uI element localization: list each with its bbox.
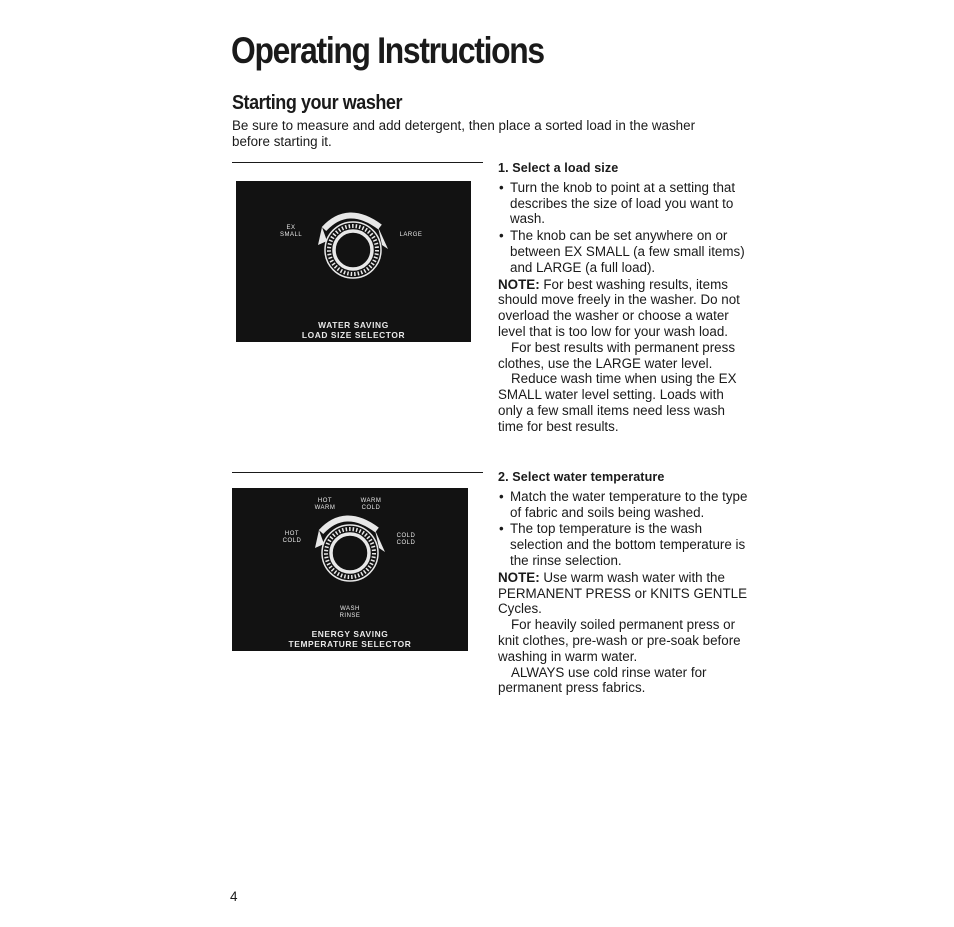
ex-small-label: EX SMALL xyxy=(280,225,303,238)
load-size-caption: WATER SAVING LOAD SIZE SELECTOR xyxy=(301,320,406,340)
large-label: LARGE xyxy=(399,232,423,238)
cold-cold-label: COLD COLD xyxy=(396,533,416,546)
wash-rinse-label: WASH RINSE xyxy=(339,606,361,619)
step2-bullet-list xyxy=(498,489,748,569)
step1-para-permanent-press: For best results with permanent press clothes, use the LARGE water level. xyxy=(498,339,736,371)
divider-step1 xyxy=(232,162,483,163)
step1-para-wash-time: Reduce wash time when using the EX SMALL water level setting. Loads with only a few small items need less wash time for best results. xyxy=(498,371,737,434)
bullet-icon: • xyxy=(499,488,504,504)
list-item: • Turn the knob to point at a setting that describes the size of load you want to wash. xyxy=(499,179,736,227)
step1-heading: 1. Select a load size xyxy=(498,161,619,175)
intro-text: Be sure to measure and add detergent, then place a sorted load in the washer before starting it. xyxy=(232,118,696,149)
page-title: Operating Instructions xyxy=(231,30,544,71)
bullet-icon: • xyxy=(499,228,504,244)
load-size-selector-panel xyxy=(236,181,471,342)
step2-para-heavily-soiled: For heavily soiled permanent press or knit clothes, pre-wash or pre-soak before washing in warm water. xyxy=(498,617,741,664)
list-item: • The knob can be set anywhere on or between EX SMALL (a few small items) and LARGE (a full load). xyxy=(499,228,745,275)
step1-note: NOTE: For best washing results, items should move freely in the washer. Do not overload the washer or choose a water level that is too low for your wash load. xyxy=(498,276,740,339)
warm-cold-label: WARM COLD xyxy=(360,498,382,511)
hot-cold-label: HOT COLD xyxy=(282,531,302,544)
temperature-knob-icon xyxy=(305,508,395,588)
list-item: • Match the water temperature to the type of fabric and soils being washed. xyxy=(499,488,748,520)
step1-section xyxy=(498,161,748,435)
section-title: Starting your washer xyxy=(232,92,403,114)
load-size-knob-icon xyxy=(308,205,398,285)
step2-section xyxy=(498,470,748,696)
page-number: 4 xyxy=(230,889,238,904)
temperature-caption: ENERGY SAVING TEMPERATURE SELECTOR xyxy=(288,629,412,649)
step2-heading: 2. Select water temperature xyxy=(498,470,665,484)
temperature-selector-panel xyxy=(232,488,468,651)
list-item: • The top temperature is the wash selection and the bottom temperature is the rinse selection. xyxy=(499,521,746,568)
hot-warm-label: HOT WARM xyxy=(314,498,336,511)
step1-bullet-list xyxy=(498,180,748,276)
bullet-icon: • xyxy=(499,179,504,195)
step2-note: NOTE: Use warm wash water with the PERMANENT PRESS or KNITS GENTLE Cycles. xyxy=(498,569,748,617)
divider-step2 xyxy=(232,472,483,473)
step2-para-cold-rinse: ALWAYS use cold rinse water for permanent press fabrics. xyxy=(498,664,707,696)
bullet-icon: • xyxy=(499,521,504,537)
